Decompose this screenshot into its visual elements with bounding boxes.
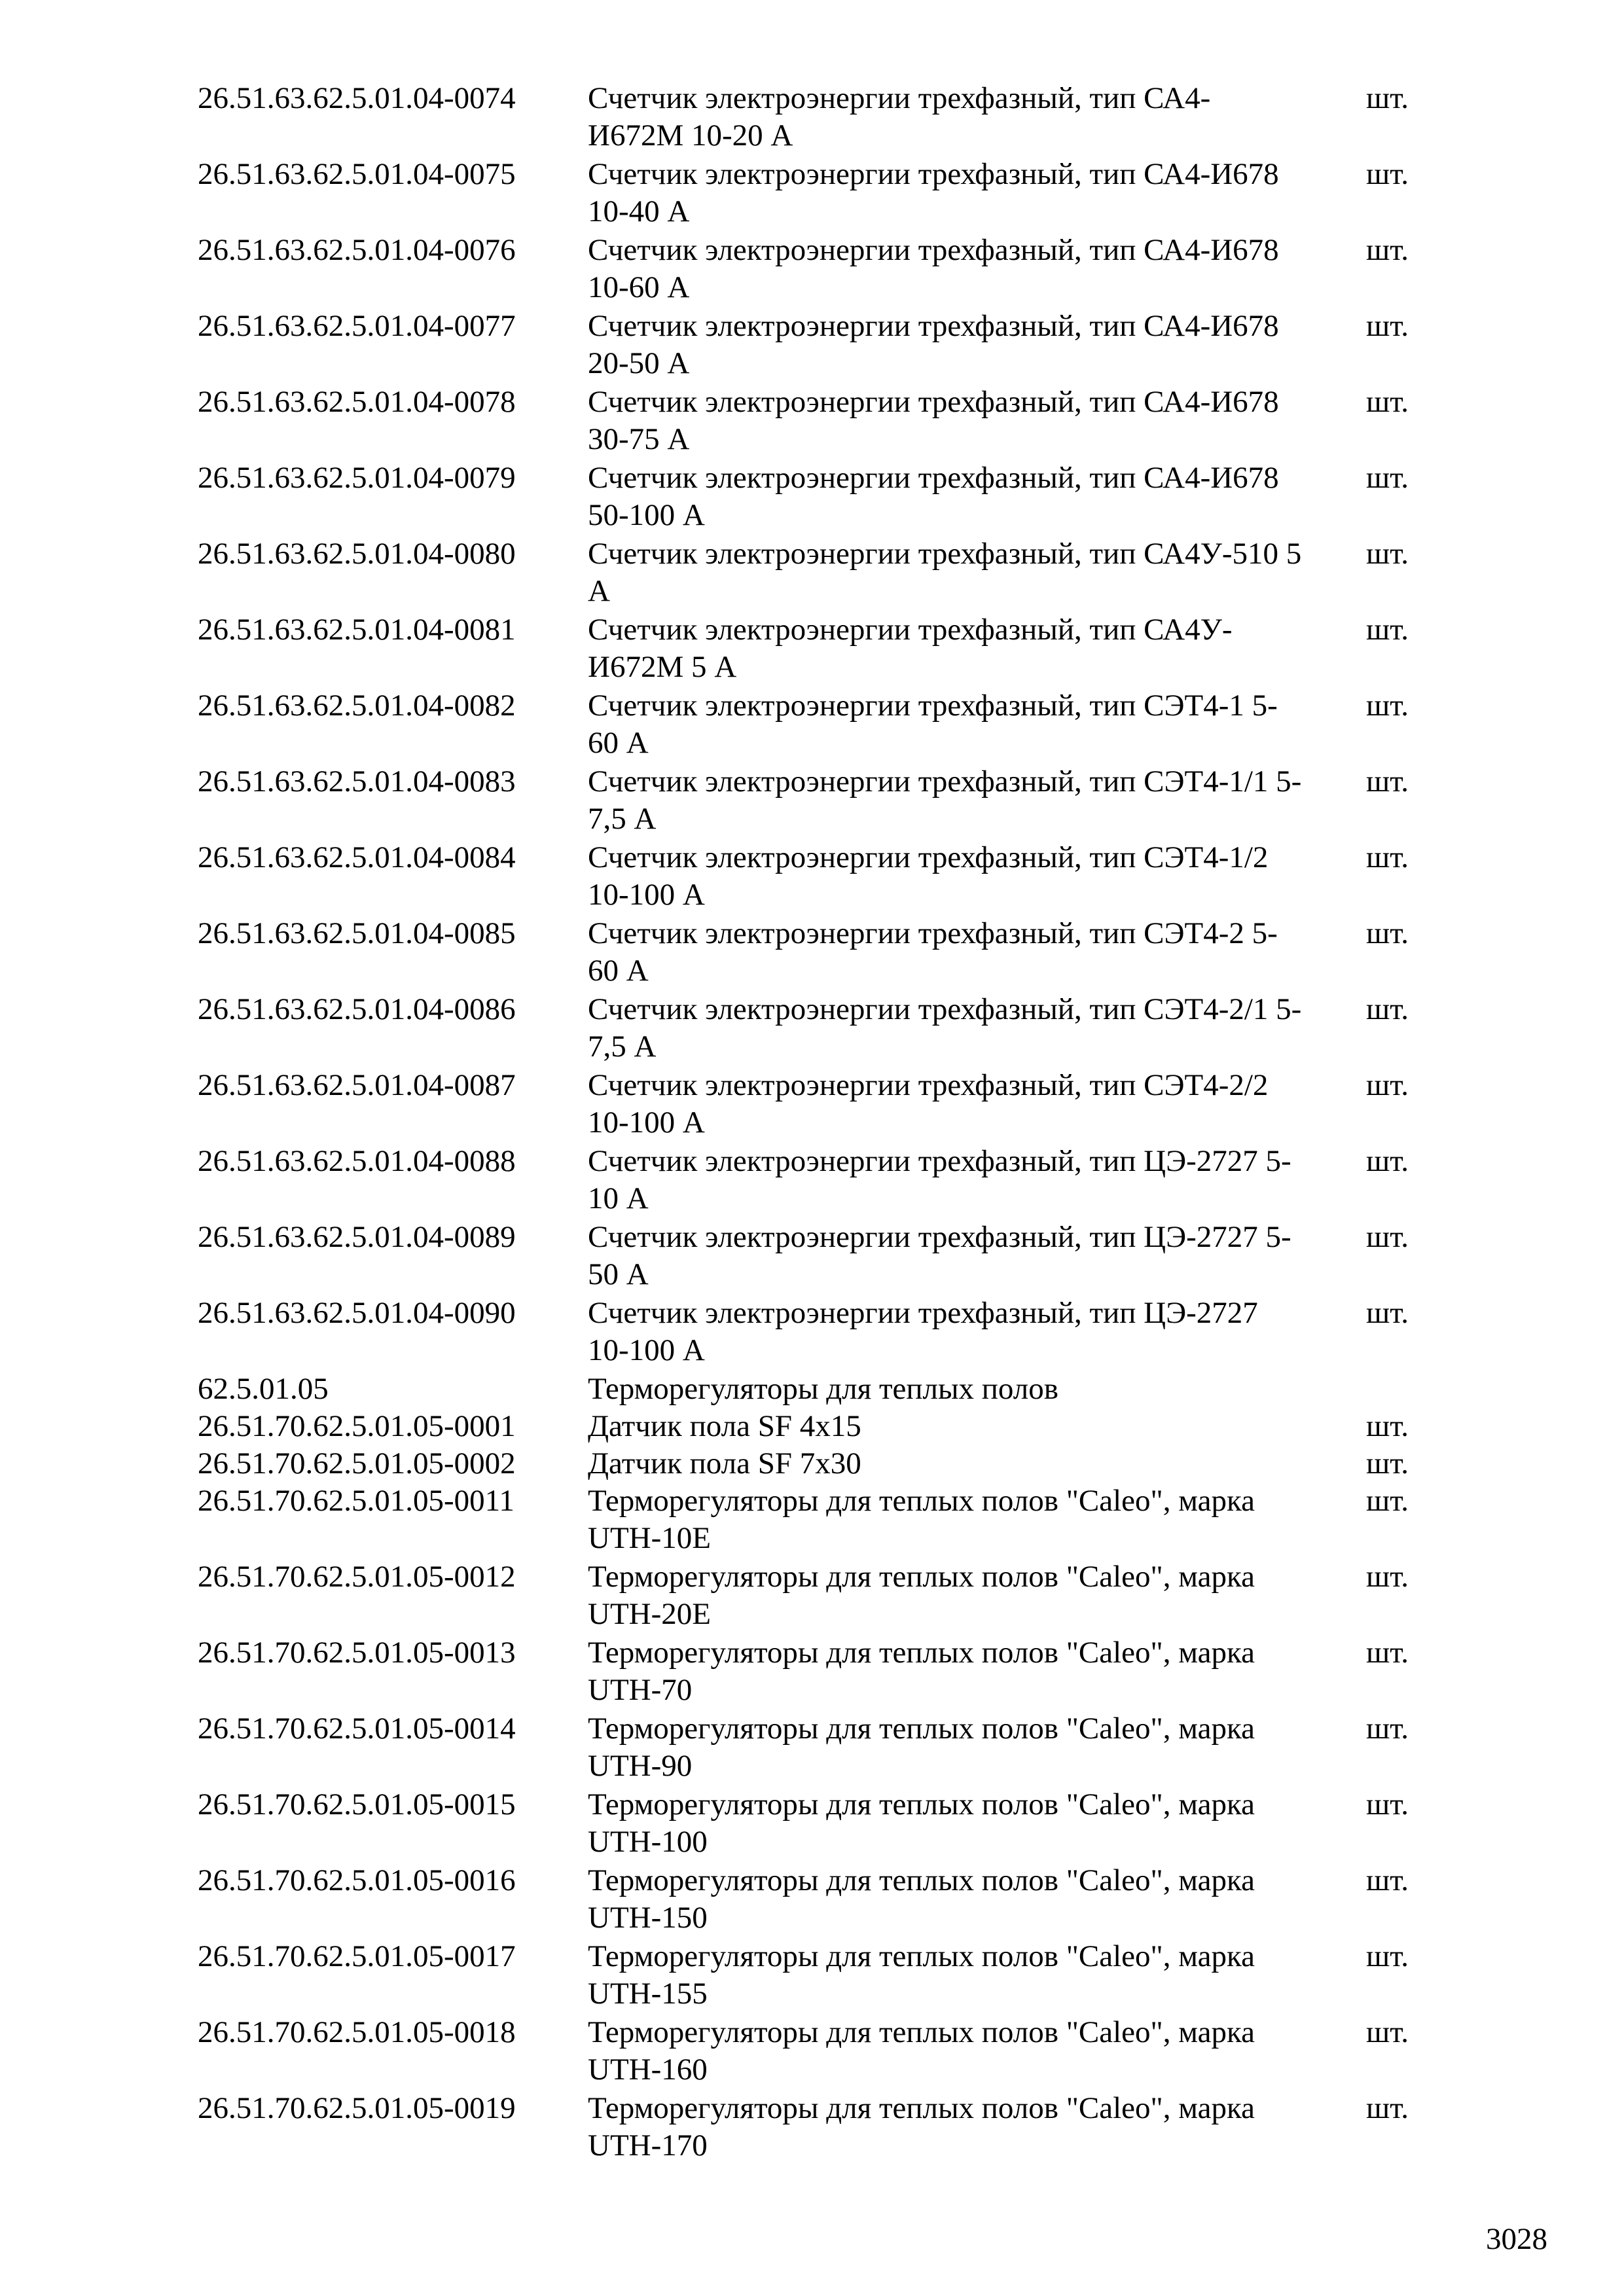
- item-name: [588, 1295, 1360, 1369]
- item-code: 26.51.63.62.5.01.04-0085: [198, 916, 516, 950]
- item-name: [588, 991, 1360, 1066]
- item-name: [588, 232, 1360, 306]
- item-code: 26.51.63.62.5.01.04-0088: [198, 1144, 516, 1178]
- item-name: [588, 687, 1360, 762]
- item-name-line: Терморегуляторы для теплых полов "Caleo", марка: [588, 2091, 1255, 2125]
- item-code: 26.51.63.62.5.01.04-0083: [198, 764, 516, 798]
- item-code: 62.5.01.05: [198, 1372, 329, 1406]
- item-unit: шт.: [1366, 309, 1409, 343]
- item-code: 26.51.63.62.5.01.04-0087: [198, 1068, 516, 1102]
- item-unit: шт.: [1366, 992, 1409, 1026]
- item-name-line: Терморегуляторы для теплых полов "Caleo", марка: [588, 1484, 1255, 1518]
- item-name-line: UTH-160: [588, 2053, 708, 2087]
- item-name-line: UTH-150: [588, 1901, 708, 1935]
- item-unit: шт.: [1366, 1712, 1409, 1746]
- item-code: 26.51.70.62.5.01.05-0015: [198, 1787, 516, 1821]
- item-name-line: UTH-20E: [588, 1597, 711, 1631]
- item-name-line: И672М 5 А: [588, 650, 737, 684]
- item-name-line: Счетчик электроэнергии трехфазный, тип СА4-И678: [588, 309, 1279, 343]
- item-name-line: Терморегуляторы для теплых полов "Caleo", марка: [588, 1939, 1255, 1973]
- item-name-line: Датчик пола SF 7x30: [588, 1446, 861, 1480]
- item-name-line: Счетчик электроэнергии трехфазный, тип ЦЭ-2727 5-: [588, 1144, 1291, 1178]
- item-name-line: Счетчик электроэнергии трехфазный, тип СЭТ4-2/1 5-: [588, 992, 1302, 1026]
- item-name-line: Счетчик электроэнергии трехфазный, тип СА4У-510 5: [588, 537, 1302, 571]
- item-unit: шт.: [1366, 1144, 1409, 1178]
- item-name-line: Счетчик электроэнергии трехфазный, тип СЭТ4-1/2: [588, 840, 1269, 874]
- item-name: [588, 1786, 1360, 1861]
- item-name-line: UTH-10E: [588, 1521, 711, 1555]
- item-name-line: 7,5 А: [588, 1030, 657, 1064]
- item-name-line: UTH-90: [588, 1749, 693, 1783]
- item-name-line: Терморегуляторы для теплых полов "Caleo", марка: [588, 1560, 1255, 1594]
- item-name: [588, 384, 1360, 458]
- item-name: [588, 1634, 1360, 1709]
- item-unit: шт.: [1366, 461, 1409, 495]
- item-unit: шт.: [1366, 1409, 1409, 1443]
- item-code: 26.51.70.62.5.01.05-0016: [198, 1863, 516, 1897]
- item-name-line: И672М 10-20 А: [588, 118, 793, 152]
- item-unit: шт.: [1366, 81, 1409, 115]
- item-unit: шт.: [1366, 613, 1409, 647]
- item-unit: шт.: [1366, 2091, 1409, 2125]
- item-name-line: Терморегуляторы для теплых полов: [588, 1372, 1058, 1406]
- item-code: 26.51.63.62.5.01.04-0075: [198, 157, 516, 191]
- item-code: 26.51.63.62.5.01.04-0084: [198, 840, 516, 874]
- item-name-line: 10-40 А: [588, 194, 690, 228]
- item-unit: шт.: [1366, 916, 1409, 950]
- page-number: 3028: [1486, 2222, 1547, 2256]
- item-name: [588, 611, 1360, 686]
- item-code: 26.51.70.62.5.01.05-0013: [198, 1636, 516, 1670]
- item-unit: шт.: [1366, 1636, 1409, 1670]
- item-name: [588, 1408, 1360, 1445]
- item-name-line: Датчик пола SF 4x15: [588, 1409, 861, 1443]
- item-code: 26.51.63.62.5.01.04-0090: [198, 1296, 516, 1330]
- item-name-line: 10-100 А: [588, 1105, 705, 1139]
- item-name-line: Счетчик электроэнергии трехфазный, тип СЭТ4-2 5-: [588, 916, 1278, 950]
- item-name: [588, 1445, 1360, 1482]
- item-unit: шт.: [1366, 1939, 1409, 1973]
- item-unit: шт.: [1366, 1560, 1409, 1594]
- item-name-line: Счетчик электроэнергии трехфазный, тип СА4-И678: [588, 461, 1279, 495]
- item-name: [588, 1371, 1360, 1408]
- item-unit: шт.: [1366, 157, 1409, 191]
- item-unit: шт.: [1366, 1446, 1409, 1480]
- item-name: [588, 1710, 1360, 1785]
- item-name-line: Счетчик электроэнергии трехфазный, тип СА4-: [588, 81, 1211, 115]
- item-code: 26.51.70.62.5.01.05-0011: [198, 1484, 514, 1518]
- item-code: 26.51.70.62.5.01.05-0019: [198, 2091, 516, 2125]
- item-code: 26.51.70.62.5.01.05-0014: [198, 1712, 516, 1746]
- item-name-line: 10-100 А: [588, 1333, 705, 1367]
- item-code: 26.51.63.62.5.01.04-0079: [198, 461, 516, 495]
- item-name-line: Счетчик электроэнергии трехфазный, тип СЭТ4-1 5-: [588, 689, 1278, 723]
- item-code: 26.51.63.62.5.01.04-0077: [198, 309, 516, 343]
- item-name-line: 7,5 А: [588, 802, 657, 836]
- item-name-line: Терморегуляторы для теплых полов "Caleo", марка: [588, 1863, 1255, 1897]
- item-name-line: 20-50 А: [588, 346, 690, 380]
- item-name-line: 10 А: [588, 1181, 649, 1215]
- item-unit: шт.: [1366, 1787, 1409, 1821]
- item-name-line: Счетчик электроэнергии трехфазный, тип СА4-И678: [588, 233, 1279, 267]
- item-code: 26.51.63.62.5.01.04-0078: [198, 385, 516, 419]
- item-unit: шт.: [1366, 764, 1409, 798]
- item-code: 26.51.70.62.5.01.05-0017: [198, 1939, 516, 1973]
- item-name-line: 50-100 А: [588, 498, 705, 532]
- item-name-line: 60 А: [588, 954, 649, 988]
- item-code: 26.51.70.62.5.01.05-0018: [198, 2015, 516, 2049]
- item-name: [588, 763, 1360, 838]
- item-code: 26.51.63.62.5.01.04-0086: [198, 992, 516, 1026]
- item-name: [588, 1482, 1360, 1557]
- item-name-line: Терморегуляторы для теплых полов "Caleo", марка: [588, 1787, 1255, 1821]
- item-name: [588, 1862, 1360, 1937]
- item-name: [588, 2014, 1360, 2089]
- item-unit: шт.: [1366, 1863, 1409, 1897]
- item-name-line: Терморегуляторы для теплых полов "Caleo", марка: [588, 2015, 1255, 2049]
- item-name: [588, 156, 1360, 230]
- item-name-line: 60 А: [588, 726, 649, 760]
- item-name: [588, 459, 1360, 534]
- item-name: [588, 1558, 1360, 1633]
- item-code: 26.51.63.62.5.01.04-0076: [198, 233, 516, 267]
- item-name-line: Счетчик электроэнергии трехфазный, тип СЭТ4-2/2: [588, 1068, 1269, 1102]
- item-name-line: Терморегуляторы для теплых полов "Caleo", марка: [588, 1636, 1255, 1670]
- item-name-line: 10-60 А: [588, 270, 690, 304]
- item-code: 26.51.70.62.5.01.05-0002: [198, 1446, 516, 1480]
- item-code: 26.51.63.62.5.01.04-0080: [198, 537, 516, 571]
- item-code: 26.51.63.62.5.01.04-0082: [198, 689, 516, 723]
- item-name-line: Терморегуляторы для теплых полов "Caleo", марка: [588, 1712, 1255, 1746]
- item-code: 26.51.70.62.5.01.05-0001: [198, 1409, 516, 1443]
- item-name-line: UTH-70: [588, 1673, 693, 1707]
- item-name-line: А: [588, 574, 610, 608]
- item-name-line: Счетчик электроэнергии трехфазный, тип СЭТ4-1/1 5-: [588, 764, 1302, 798]
- item-unit: шт.: [1366, 385, 1409, 419]
- item-name-line: UTH-100: [588, 1825, 708, 1859]
- item-name-line: Счетчик электроэнергии трехфазный, тип ЦЭ-2727: [588, 1296, 1258, 1330]
- item-name-line: Счетчик электроэнергии трехфазный, тип СА4-И678: [588, 385, 1279, 419]
- item-code: 26.51.63.62.5.01.04-0081: [198, 613, 516, 647]
- item-unit: шт.: [1366, 233, 1409, 267]
- item-name-line: Счетчик электроэнергии трехфазный, тип ЦЭ-2727 5-: [588, 1220, 1291, 1254]
- item-name: [588, 915, 1360, 990]
- item-unit: шт.: [1366, 1068, 1409, 1102]
- item-code: 26.51.63.62.5.01.04-0089: [198, 1220, 516, 1254]
- item-unit: шт.: [1366, 840, 1409, 874]
- item-name-line: 30-75 А: [588, 422, 690, 456]
- item-name: [588, 535, 1360, 610]
- item-name-line: UTH-170: [588, 2128, 708, 2162]
- item-unit: шт.: [1366, 1484, 1409, 1518]
- item-name: [588, 1067, 1360, 1141]
- item-unit: шт.: [1366, 1220, 1409, 1254]
- item-name-line: 10-100 А: [588, 878, 705, 912]
- item-name-line: UTH-155: [588, 1977, 708, 2011]
- item-name: [588, 1219, 1360, 1293]
- item-name-line: Счетчик электроэнергии трехфазный, тип СА4-И678: [588, 157, 1279, 191]
- item-name: [588, 1143, 1360, 1217]
- item-code: 26.51.63.62.5.01.04-0074: [198, 81, 516, 115]
- item-name: [588, 80, 1360, 154]
- item-unit: шт.: [1366, 689, 1409, 723]
- item-unit: шт.: [1366, 537, 1409, 571]
- item-name-line: 50 А: [588, 1257, 649, 1291]
- item-code: 26.51.70.62.5.01.05-0012: [198, 1560, 516, 1594]
- item-name: [588, 2090, 1360, 2164]
- item-unit: шт.: [1366, 1296, 1409, 1330]
- item-unit: шт.: [1366, 2015, 1409, 2049]
- item-name: [588, 1938, 1360, 2013]
- item-name: [588, 308, 1360, 382]
- item-name-line: Счетчик электроэнергии трехфазный, тип СА4У-: [588, 613, 1233, 647]
- item-name: [588, 839, 1360, 914]
